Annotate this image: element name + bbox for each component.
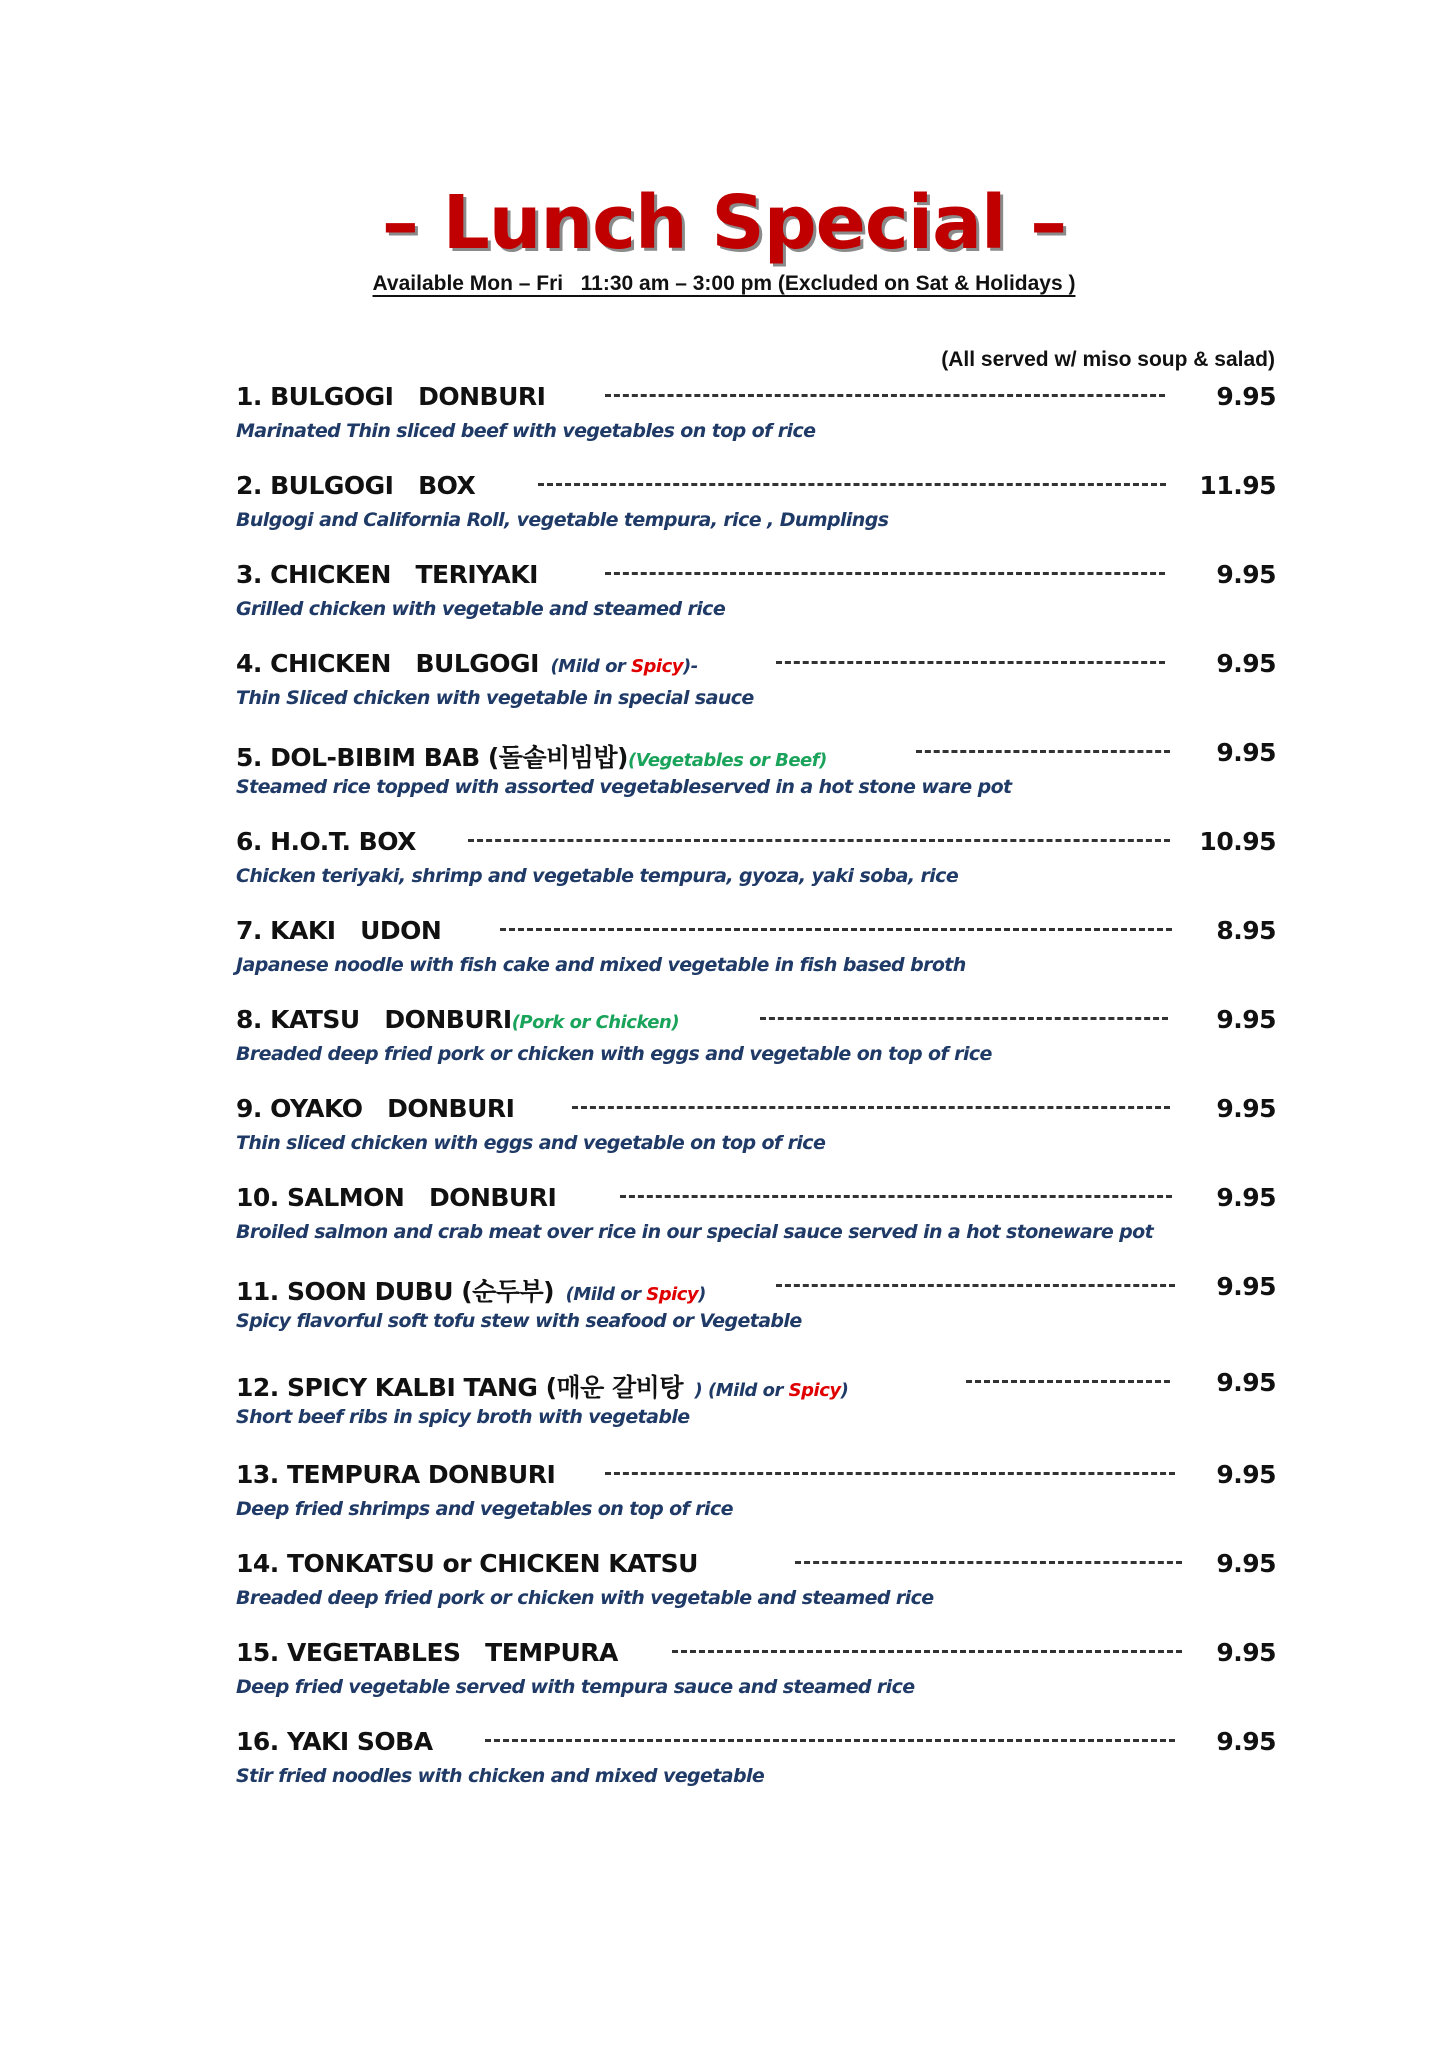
served-note: (All served w/ miso soup & salad) [941,348,1275,371]
item-name [236,560,538,589]
item-description: Steamed rice topped with assorted vegetableserved in a hot stone ware pot [236,776,1012,798]
item-name [236,1460,555,1489]
menu-item [236,1183,1276,1253]
item-price: 9.95 [1216,649,1276,678]
dashed-leader [572,1106,1170,1109]
dashed-leader [776,1284,1175,1287]
dashed-leader [468,839,1170,842]
item-title: 7. KAKI UDON [236,916,442,945]
option-spicy: Spicy [631,656,683,677]
menu-item [236,382,1276,452]
dashed-leader [485,1739,1175,1742]
menu-item [236,1272,1276,1342]
item-name [236,916,441,945]
item-name [236,1549,698,1578]
dashed-leader [776,661,1165,664]
option-suffix: )- [683,656,698,677]
item-option: (Vegetables or Beef) [627,750,827,771]
option-suffix: ) [840,1380,849,1401]
item-name [236,1272,706,1308]
option-prefix: (Mild or [550,656,632,677]
item-description: Deep fried shrimps and vegetables on top of rice [236,1498,733,1520]
item-title: 12. SPICY KALBI TANG (매운 갈비탕 [236,1373,683,1402]
item-name [236,1368,848,1404]
item-name [236,471,475,500]
availability-text: Available Mon – Fri 11:30 am – 3:00 pm (Excluded on Sat & Holidays ) [372,272,1076,295]
dashed-leader [916,750,1170,753]
menu-item [236,1460,1276,1530]
dashed-leader [500,928,1172,931]
item-description: Grilled chicken with vegetable and steamed rice [236,598,726,620]
item-name [236,1727,433,1756]
availability-line [0,272,1448,296]
option-suffix: ) [698,1284,706,1305]
item-price: 10.95 [1199,827,1276,856]
item-price: 9.95 [1216,1549,1276,1578]
item-title: 4. CHICKEN BULGOGI [236,649,539,678]
item-title: 11. SOON DUBU (순두부) [236,1277,555,1306]
item-description: Marinated Thin sliced beef with vegetables on top of rice [236,420,816,442]
item-price: 9.95 [1216,1272,1276,1301]
item-description: Spicy flavorful soft tofu stew with seafood or Vegetable [236,1310,802,1332]
item-description: Broiled salmon and crab meat over rice in our special sauce served in a hot stoneware pot [236,1221,1154,1243]
item-name [236,738,827,774]
item-price: 9.95 [1216,1460,1276,1489]
dashed-leader [605,394,1165,397]
item-price: 9.95 [1216,382,1276,411]
item-title: 6. H.O.T. BOX [236,827,416,856]
menu-item [236,1005,1276,1075]
item-option: (Pork or Chicken) [511,1012,680,1033]
item-title: 16. YAKI SOBA [236,1727,433,1756]
item-description: Deep fried vegetable served with tempura sauce and steamed rice [236,1676,915,1698]
menu-item [236,827,1276,897]
item-title: 1. BULGOGI DONBURI [236,382,546,411]
menu-item [236,738,1276,808]
item-description: Thin sliced chicken with eggs and vegetable on top of rice [236,1132,826,1154]
dashed-leader [966,1380,1170,1383]
item-price: 9.95 [1216,1183,1276,1212]
menu-item [236,649,1276,719]
menu-item [236,1638,1276,1708]
item-name [236,382,545,411]
item-description: Short beef ribs in spicy broth with vegetable [236,1406,690,1428]
menu-item [236,560,1276,630]
item-price: 8.95 [1216,916,1276,945]
item-price: 9.95 [1216,1005,1276,1034]
item-title: 13. TEMPURA DONBURI [236,1460,556,1489]
item-title: 9. OYAKO DONBURI [236,1094,515,1123]
dashed-leader [795,1561,1182,1564]
item-description: Thin Sliced chicken with vegetable in special sauce [236,687,754,709]
item-title: 5. DOL-BIBIM BAB (돌솥비빔밥) [236,743,628,772]
item-title: 10. SALMON DONBURI [236,1183,557,1212]
item-title: 3. CHICKEN TERIYAKI [236,560,538,589]
menu-item [236,1094,1276,1164]
item-option [539,656,698,677]
item-description: Breaded deep fried pork or chicken with vegetable and steamed rice [236,1587,934,1609]
item-option [683,1380,848,1401]
option-spicy: Spicy [646,1284,699,1305]
item-price: 11.95 [1199,471,1276,500]
option-prefix: ) (Mild or [694,1380,789,1401]
item-description: Bulgogi and California Roll, vegetable tempura, rice , Dumplings [236,509,889,531]
item-title: 8. KATSU DONBURI [236,1005,512,1034]
item-price: 9.95 [1216,738,1276,767]
item-description: Japanese noodle with fish cake and mixed vegetable in fish based broth [236,954,966,976]
item-price: 9.95 [1216,560,1276,589]
item-title: 2. BULGOGI BOX [236,471,476,500]
item-name [236,1638,618,1667]
item-name [236,1183,556,1212]
menu-item [236,1727,1276,1797]
item-name [236,827,416,856]
item-name [236,649,698,678]
dashed-leader [672,1650,1182,1653]
option-spicy: Spicy [788,1380,841,1401]
option-prefix: (Mild or [565,1284,647,1305]
item-title: 15. VEGETABLES TEMPURA [236,1638,618,1667]
item-name [236,1005,679,1034]
menu-item [236,916,1276,986]
item-option [554,1284,706,1305]
menu-item [236,471,1276,541]
item-description: Chicken teriyaki, shrimp and vegetable tempura, gyoza, yaki soba, rice [236,865,959,887]
item-price: 9.95 [1216,1638,1276,1667]
item-title: 14. TONKATSU or CHICKEN KATSU [236,1549,698,1578]
item-price: 9.95 [1216,1727,1276,1756]
item-description: Breaded deep fried pork or chicken with eggs and vegetable on top of rice [236,1043,992,1065]
item-name [236,1094,514,1123]
dashed-leader [605,1472,1175,1475]
dashed-leader [538,483,1166,486]
page-title: – Lunch Special – [381,180,1067,266]
menu-item [236,1549,1276,1619]
dashed-leader [605,572,1165,575]
menu-item [236,1368,1276,1438]
dashed-leader [620,1195,1172,1198]
item-description: Stir fried noodles with chicken and mixed vegetable [236,1765,765,1787]
dashed-leader [760,1017,1168,1020]
item-price: 9.95 [1216,1368,1276,1397]
item-price: 9.95 [1216,1094,1276,1123]
